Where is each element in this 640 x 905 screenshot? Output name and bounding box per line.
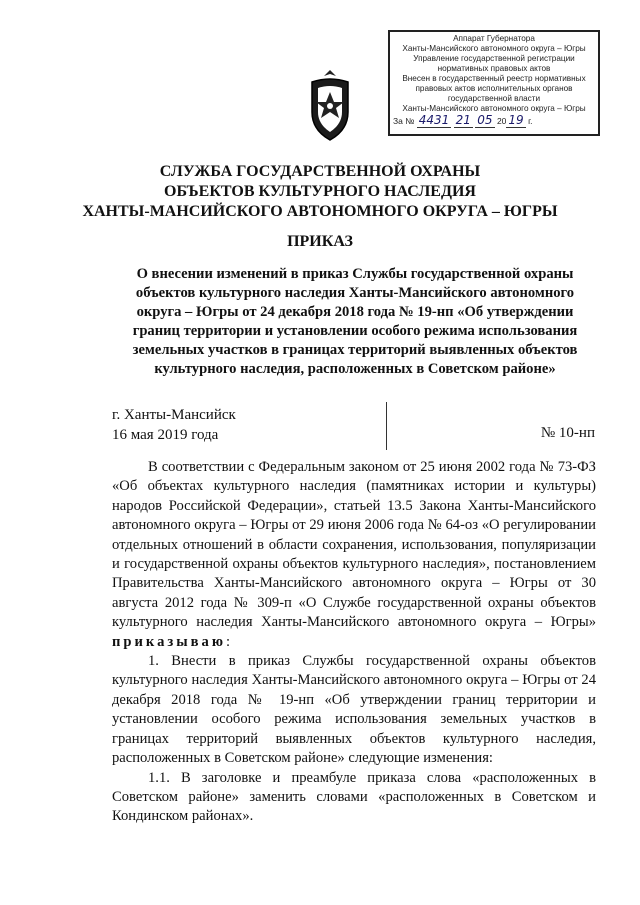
stamp-line: правовых актов исполнительных органов [415,84,573,93]
stamp-reg-suffix: г. [528,116,533,126]
stamp-reg-year-prefix: 20 [496,116,507,126]
document-number: № 10-нп [540,425,595,441]
stamp-reg-month: 05 [477,113,493,127]
date: 16 мая 2019 года [112,427,219,443]
stamp-line: нормативных правовых актов [437,64,551,73]
city: г. Ханты-Мансийск [112,407,236,423]
stamp-line: Ханты-Мансийского автономного округа – Югры [402,104,586,113]
registration-stamp [388,30,600,136]
coat-of-arms-emblem [306,68,354,144]
stamp-line: Управление государственной регистрации [413,54,575,63]
stamp-line: Внесен в государственный реестр нормативных [402,74,586,83]
item-1-paragraph: 1. Внести в приказ Службы государственной охраны объектов культурного наследия Ханты-Мансийского автономного округа – Югры от 24 декабря 2018 года № 19-нп «Об утверждении границ территории и установлении особого режима использования земельных участков в границах территорий выявленных объектов культурного наследия, расположенных в Советском районе» следующие изменения: [112,653,596,767]
document-subject: О внесении изменений в приказ Службы государственной охраны объектов культурного наследия Ханты-Мансийского автономного округа – Югры от 24 декабря 2018 года № 19-нп «Об утверждении границ территории и установлении особого режима использования земельных участков в границах территорий выявленных объектов культурного наследия, расположенных в Советском районе» [132,266,578,377]
org-line: ХАНТЫ-МАНСИЙСКОГО АВТОНОМНОГО ОКРУГА – ЮГРЫ [82,203,558,220]
organization-header [0,162,640,222]
item-1-1-paragraph: 1.1. В заголовке и преамбуле приказа слова «расположенных в Советском районе» заменить словами «расположенных в Советском и Кондинском районах». [112,769,596,825]
document-body [112,458,596,827]
stamp-reg-day: 21 [455,113,471,127]
stamp-reg-year: 19 [508,113,524,127]
fold-line [386,402,387,450]
stamp-reg-number: 4431 [418,113,450,127]
stamp-reg-prefix: За № [393,116,415,126]
stamp-line: Аппарат Губернатора [453,34,535,43]
document-type-title: ПРИКАЗ [287,233,353,250]
org-line: СЛУЖБА ГОСУДАРСТВЕННОЙ ОХРАНЫ [159,163,481,180]
preamble-text: В соответствии с Федеральным законом от 25 июня 2002 года № 73-ФЗ «Об объектах культурного наследия (памятниках истории и культуры) народов Российской Федерации», статьей 13.5 Закона Ханты-Мансийского автономного округа – Югры от 29 июня 2006 года № 64-оз «О регулировании отдельных отношений в области сохранения, использования, популяризации и государственной охраны объектов культурного наследия», постановлением Правительства Ханты-Мансийского автономного округа – Югры от 30 августа 2012 года № 309-п «О Службе государственной охраны объектов культурного наследия Ханты-Мансийского автономного округа – Югры» [112,459,596,631]
stamp-line: государственной власти [447,94,541,103]
order-word: приказываю [112,633,227,650]
stamp-registration [393,115,595,126]
org-line: ОБЪЕКТОВ КУЛЬТУРНОГО НАСЛЕДИЯ [164,183,476,200]
place-and-date [112,405,236,445]
preamble-paragraph: В соответствии с Федеральным законом от 25 июня 2002 года № 73-ФЗ «Об объектах культурного наследия (памятниках истории и культуры) народов Российской Федерации», статьей 13.5 Закона Ханты-Мансийского автономного округа – Югры от 29 июня 2006 года № 64-оз «О регулировании отдельных отношений в области сохранения, использования, популяризации и государственной охраны объектов культурного наследия», постановлением Правительства Ханты-Мансийского автономного округа – Югры от 30 августа 2012 года № 309-п «О Службе государственной охраны объектов культурного наследия Ханты-Мансийского автономного округа – Югры» приказываю: [112,459,596,650]
stamp-line: Ханты-Мансийского автономного округа – Югры [402,44,586,53]
